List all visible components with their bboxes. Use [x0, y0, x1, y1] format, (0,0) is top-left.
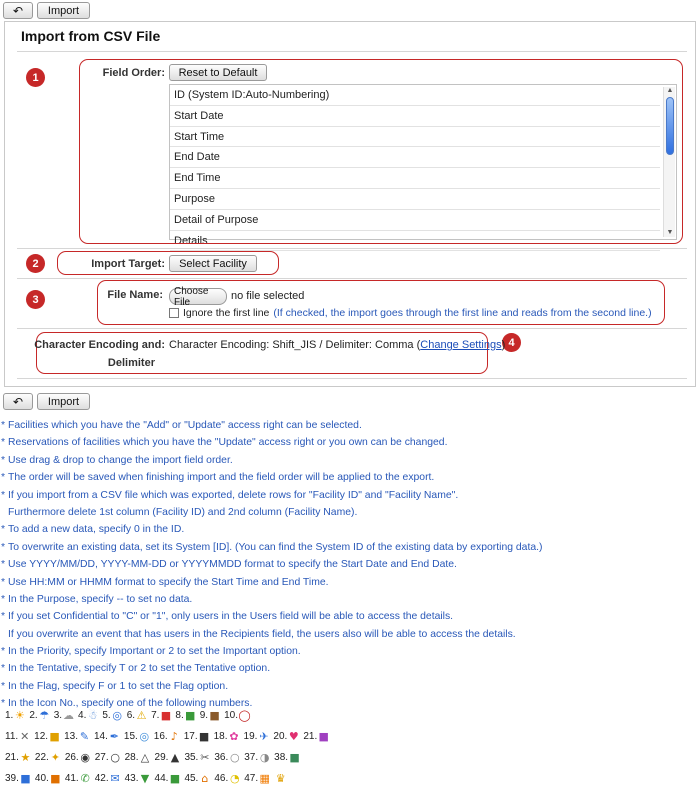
- ignore-first-line-hint: (If checked, the import goes through the first line and reads from the second line.): [273, 307, 652, 319]
- note-bullet: *: [1, 437, 6, 449]
- fork-knife-icon: ✕: [20, 730, 30, 743]
- umbrella-icon: ☂: [39, 709, 50, 722]
- icon-number: 17.: [183, 731, 198, 742]
- list-item[interactable]: End Date: [170, 147, 660, 168]
- notes-list: [1, 417, 699, 713]
- ignore-first-line-checkbox[interactable]: [169, 308, 179, 318]
- ear-icon: ◑: [259, 751, 270, 764]
- note-bullet: *: [1, 559, 6, 571]
- note-bullet: *: [1, 541, 6, 553]
- list-item[interactable]: Detail of Purpose: [170, 210, 660, 231]
- icon-number-item: [95, 772, 122, 785]
- icon-number: 20.: [273, 731, 288, 742]
- note-text: In the Icon No., specify one of the following numbers.: [8, 698, 253, 710]
- icon-number: 36.: [214, 752, 229, 763]
- icon-number-item: [54, 709, 75, 722]
- ignore-first-line-row: [169, 307, 652, 319]
- pen-icon: ✒: [109, 730, 119, 743]
- list-item[interactable]: ID (System ID:Auto-Numbering): [170, 85, 660, 106]
- callout-badge-2: 2: [26, 254, 45, 273]
- note-item: [1, 539, 699, 556]
- icon-number-item: [214, 730, 241, 743]
- icon-number-item: [125, 751, 152, 764]
- house-icon: ⌂: [201, 772, 209, 785]
- icon-number: 6.: [126, 710, 136, 721]
- icon-number-item: [155, 772, 182, 785]
- divider: [17, 378, 687, 379]
- icon-number-item: [35, 772, 62, 785]
- note-text: To overwrite an existing data, set its System [ID]. (You can find the System ID of the existing data by exporting data.): [8, 541, 543, 553]
- pencil-icon: ✎: [79, 730, 90, 743]
- import-button[interactable]: Import: [37, 393, 90, 410]
- scroll-up-icon[interactable]: ▲: [666, 87, 674, 94]
- walking-icon: ■: [50, 772, 61, 785]
- icon-number: 14.: [93, 731, 108, 742]
- gift-icon: ■: [318, 730, 329, 743]
- star-icon: ★: [20, 751, 31, 764]
- top-toolbar: [3, 2, 90, 19]
- icon-number: 43.: [124, 773, 139, 784]
- person-running-icon: ■: [20, 772, 31, 785]
- note-item: [1, 469, 699, 486]
- icon-number: 2.: [29, 710, 38, 721]
- icon-number: 41.: [64, 773, 79, 784]
- note-item: [1, 504, 699, 521]
- icon-number-item: [65, 751, 92, 764]
- balloon-icon: ○: [229, 751, 240, 764]
- icon-number: 1.: [5, 710, 14, 721]
- book-icon: ■: [169, 772, 181, 785]
- icon-number: 3.: [53, 710, 63, 721]
- sun-icon: ☀: [14, 709, 25, 722]
- icon-number-item: [125, 772, 152, 785]
- note-item: [1, 591, 699, 608]
- back-arrow-icon: ↶: [12, 394, 24, 409]
- note-text: Use HH:MM or HHMM format to specify the Start Time and End Time.: [8, 576, 329, 588]
- icon-number-item: [244, 772, 271, 785]
- note-text: In the Tentative, specify T or 2 to set the Tentative option.: [8, 663, 271, 675]
- note-item: [1, 660, 699, 677]
- icon-number: 47.: [244, 773, 259, 784]
- circle-icon: ○: [110, 751, 120, 764]
- icon-number: 4.: [78, 710, 87, 721]
- icon-number: 18.: [213, 731, 228, 742]
- beginner-mark-icon: ▼: [140, 772, 150, 785]
- import-button[interactable]: Import: [37, 2, 90, 19]
- icon-number: 40.: [34, 773, 49, 784]
- note-bullet: *: [1, 454, 6, 466]
- building-icon: ■: [289, 751, 300, 764]
- list-item[interactable]: Start Date: [170, 106, 660, 127]
- baseball-icon: ◯: [238, 709, 251, 722]
- icon-number-item: [175, 709, 196, 722]
- icon-number: 44.: [154, 773, 169, 784]
- icon-number-item: [5, 709, 26, 722]
- icon-number-item: [214, 751, 241, 764]
- icon-number-item: [64, 730, 91, 743]
- icon-number: 10.: [224, 710, 238, 721]
- note-item: [1, 626, 699, 643]
- back-button[interactable]: [3, 2, 33, 19]
- heart-icon: ♥: [288, 730, 299, 743]
- callout-badge-3: 3: [26, 290, 45, 309]
- icon-number-item: [5, 751, 32, 764]
- note-bullet: *: [1, 420, 6, 431]
- note-item: [1, 556, 699, 573]
- icon-number: 27.: [94, 752, 109, 763]
- icon-number-item: [200, 709, 221, 722]
- icon-number: 12.: [34, 731, 49, 742]
- icon-number-item: [95, 751, 122, 764]
- icon-number-item: [35, 751, 62, 764]
- icon-number-item: [184, 751, 211, 764]
- icon-number-item: [244, 730, 271, 743]
- note-bullet: *: [1, 663, 6, 675]
- bottom-toolbar: [3, 393, 90, 410]
- icon-number-item: [273, 730, 300, 743]
- note-text: To add a new data, specify 0 in the ID.: [8, 524, 185, 536]
- icon-number-item: [244, 751, 271, 764]
- select-facility-button[interactable]: Select Facility: [169, 255, 257, 272]
- warning-icon: ⚠: [136, 709, 147, 722]
- note-item: [1, 608, 699, 625]
- note-text: In the Purpose, specify -- to set no data.: [8, 593, 193, 605]
- airplane-icon: ✈: [259, 730, 269, 743]
- note-bullet: *: [1, 576, 6, 588]
- icon-number: 22.: [34, 752, 49, 763]
- note-item: [1, 521, 699, 538]
- note-text: If you overwrite an event that has users in the Recipients field, the users also will be able to access the details.: [8, 628, 516, 640]
- note-bullet: *: [1, 646, 6, 658]
- back-arrow-icon: ↶: [12, 3, 24, 18]
- icon-number-item: [124, 730, 151, 743]
- encoding-label: Character Encoding and:: [34, 339, 165, 351]
- list-item[interactable]: Details: [170, 231, 660, 252]
- note-text: Reservations of facilities which you have the "Update" access right or you own can be changed.: [8, 437, 448, 449]
- icon-number-item: [151, 709, 172, 722]
- ignore-first-line-label[interactable]: Ignore the first line: [183, 307, 270, 319]
- shooting-star-icon: ✦: [50, 751, 60, 764]
- rss-icon: ▦: [259, 772, 270, 785]
- icon-number-item: [274, 772, 287, 785]
- note-text: Use YYYY/MM/DD, YYYY-MM-DD or YYYYMMDD format to specify the Start Date and End Date.: [8, 559, 457, 571]
- list-item[interactable]: Purpose: [170, 189, 660, 210]
- no-file-text: no file selected: [231, 290, 305, 302]
- note-text: If you import from a CSV file which was exported, delete rows for "Facility ID" and "Facility Name".: [8, 489, 459, 501]
- icon-number: 15.: [123, 731, 138, 742]
- icon-number: 16.: [153, 731, 168, 742]
- note-bullet: *: [1, 472, 6, 484]
- icon-number: 13.: [64, 731, 78, 742]
- icon-number: 11.: [5, 731, 19, 742]
- icon-number: 42.: [94, 773, 109, 784]
- icon-number: 45.: [184, 773, 199, 784]
- triangle-outline-icon: △: [140, 751, 150, 764]
- icon-number-item: [94, 730, 121, 743]
- list-item[interactable]: Start Time: [170, 127, 660, 148]
- note-bullet: *: [1, 611, 6, 623]
- note-text: The order will be saved when finishing import and the field order will be applied to the export.: [8, 472, 435, 484]
- icon-number: 9.: [199, 710, 209, 721]
- cloud-icon: ☁: [63, 709, 75, 722]
- icon-number-item: [224, 709, 251, 722]
- icon-row: [5, 772, 290, 785]
- note-item: [1, 417, 699, 434]
- icon-number: 7.: [151, 710, 160, 721]
- icon-number-item: [78, 709, 99, 722]
- note-text: Facilities which you have the "Add" or "Update" access right can be selected.: [8, 420, 362, 431]
- choose-file-button[interactable]: Choose File: [169, 288, 227, 305]
- note-bullet: *: [1, 698, 6, 710]
- phone-icon: ✆: [80, 772, 90, 785]
- back-button[interactable]: [3, 393, 33, 410]
- snowman-icon: ☃: [87, 709, 98, 722]
- note-item: [1, 643, 699, 660]
- icon-row: [5, 709, 254, 722]
- scroll-down-icon[interactable]: ▼: [666, 229, 674, 236]
- divider: [17, 248, 687, 249]
- note-text: Furthermore delete 1st column (Facility ID) and 2nd column (Facility Name).: [8, 506, 358, 518]
- crown-icon: ♛: [275, 772, 286, 785]
- mail-icon: ✉: [110, 772, 120, 785]
- icon-number-item: [154, 730, 181, 743]
- file-name-label: File Name:: [107, 289, 163, 301]
- note-item: [1, 487, 699, 504]
- encoding-text: Character Encoding: Shift_JIS / Delimiter: Comma (: [169, 339, 421, 351]
- icon-number: 35.: [184, 752, 199, 763]
- bag-icon: ■: [209, 709, 220, 722]
- reset-to-default-button[interactable]: Reset to Default: [169, 64, 267, 81]
- icon-number-item: [29, 709, 50, 722]
- note-text: Use drag & drop to change the import field order.: [8, 454, 233, 466]
- icon-number: 38.: [274, 752, 289, 763]
- icon-number: 21.: [5, 752, 19, 763]
- flower-icon: ✿: [229, 730, 239, 743]
- note-item: [1, 434, 699, 451]
- note-text: In the Priority, specify Important or 2 to set the Important option.: [8, 646, 301, 658]
- icon-number: 26.: [64, 752, 79, 763]
- icon-number: 8.: [175, 710, 184, 721]
- target-icon: ◉: [80, 751, 91, 764]
- car-icon: ■: [160, 709, 172, 722]
- icon-number: 29.: [154, 752, 169, 763]
- page-title: Import from CSV File: [21, 28, 161, 44]
- highlight-box-1: [79, 59, 683, 244]
- encoding-close-paren: ): [501, 339, 506, 351]
- note-bullet: *: [1, 593, 6, 605]
- icon-number: 19.: [243, 731, 258, 742]
- note-bullet: *: [1, 524, 6, 536]
- icon-number-item: [34, 730, 61, 743]
- spiral-icon: ◎: [112, 709, 123, 722]
- camera-icon: ■: [198, 730, 210, 743]
- icon-row: [5, 751, 304, 764]
- note-item: [1, 574, 699, 591]
- icon-number-item: [5, 772, 32, 785]
- music-note-icon: ♪: [170, 730, 178, 743]
- note-bullet: *: [1, 680, 6, 692]
- icon-number-item: [274, 751, 301, 764]
- icon-number-item: [127, 709, 148, 722]
- icon-number: 21.: [303, 731, 318, 742]
- icon-number: 5.: [102, 710, 111, 721]
- note-text: In the Flag, specify F or 1 to set the Flag option.: [8, 680, 229, 692]
- icon-number-item: [303, 730, 330, 743]
- field-order-label: Field Order:: [102, 67, 165, 79]
- title-divider: [17, 51, 687, 52]
- icon-number-item: [65, 772, 92, 785]
- icon-number: 28.: [124, 752, 139, 763]
- icon-number-item: [155, 751, 182, 764]
- beer-icon: ■: [49, 730, 60, 743]
- icon-number-item: [184, 730, 211, 743]
- train-icon: ■: [185, 709, 196, 722]
- icon-row: [5, 730, 333, 743]
- note-bullet: *: [1, 489, 6, 501]
- callout-badge-1: 1: [26, 68, 45, 87]
- delimiter-label: Delimiter: [107, 357, 155, 369]
- encoding-value: [169, 339, 505, 351]
- icon-number: 39.: [5, 773, 19, 784]
- import-target-label: Import Target:: [91, 258, 165, 270]
- triangle-filled-icon: ▲: [170, 751, 180, 764]
- scissors-icon: ✂: [200, 751, 210, 764]
- icon-number-item: [184, 772, 211, 785]
- icon-number: 46.: [214, 773, 229, 784]
- list-item[interactable]: End Time: [170, 168, 660, 189]
- icon-number: 37.: [244, 752, 259, 763]
- note-item: [1, 452, 699, 469]
- change-settings-link[interactable]: Change Settings: [420, 339, 502, 351]
- note-text: If you set Confidential to "C" or "1", only users in the Users field will be able to access the details.: [8, 611, 454, 623]
- icon-number-item: [214, 772, 241, 785]
- import-panel: [4, 21, 696, 387]
- lightbulb-icon: ◔: [229, 772, 240, 785]
- divider: [17, 328, 687, 329]
- callout-badge-4: 4: [502, 333, 521, 352]
- icon-number-item: [102, 709, 123, 722]
- note-item: [1, 678, 699, 695]
- icon-number-item: [5, 730, 31, 743]
- divider: [17, 278, 687, 279]
- cd-icon: ◎: [139, 730, 150, 743]
